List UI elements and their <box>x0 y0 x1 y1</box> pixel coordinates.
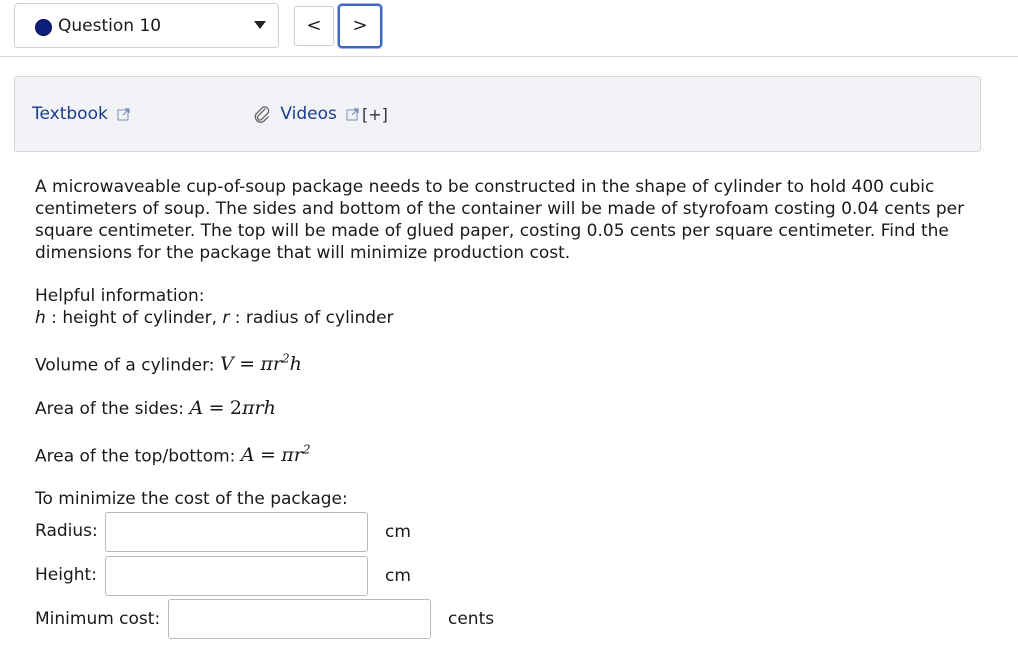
minimum-cost-label: Minimum cost: <box>35 609 161 629</box>
external-link-icon <box>346 107 360 121</box>
sides-area-formula <box>35 397 276 419</box>
sides-area-label: Area of the sides: <box>35 399 190 419</box>
previous-question-button[interactable] <box>294 6 334 46</box>
sides-area-math: A = 2πrh <box>189 397 276 419</box>
volume-formula-label: Volume of a cylinder: <box>35 355 220 376</box>
question-select[interactable] <box>14 3 279 48</box>
volume-formula-math: $V = \pi r^2h$ <box>219 352 302 376</box>
variable-definitions <box>35 308 394 328</box>
radius-unit: cm <box>385 522 411 542</box>
height-unit: cm <box>385 566 411 586</box>
next-question-button[interactable] <box>338 4 382 48</box>
question-status-dot <box>35 19 52 36</box>
height-input[interactable] <box>105 556 368 596</box>
radius-label: Radius: <box>35 521 98 541</box>
height-label: Height: <box>35 565 97 585</box>
h-description: : height of cylinder, <box>45 308 223 328</box>
textbook-link-label: Textbook <box>32 104 108 124</box>
r-variable: r <box>222 308 230 328</box>
topbottom-area-math: $A = \pi r^2$ <box>240 443 311 467</box>
minimize-instruction: To minimize the cost of the package: <box>35 489 348 509</box>
videos-link[interactable] <box>252 104 360 124</box>
question-nav-bar <box>0 0 1018 57</box>
chevron-left-icon: < <box>306 15 322 36</box>
dropdown-caret-icon <box>254 21 266 29</box>
external-link-icon <box>117 107 131 121</box>
minimum-cost-input[interactable] <box>168 599 431 639</box>
topbottom-area-formula <box>35 443 311 466</box>
h-variable: h <box>35 308 46 328</box>
topbottom-area-label: Area of the top/bottom: <box>35 446 241 467</box>
minimum-cost-unit: cents <box>448 609 495 629</box>
question-label: Question 10 <box>58 16 162 36</box>
videos-link-label: Videos <box>280 104 337 124</box>
volume-formula <box>35 352 302 375</box>
paperclip-icon <box>252 104 272 124</box>
radius-input[interactable] <box>105 512 368 552</box>
help-resources-panel <box>14 76 981 152</box>
chevron-right-icon: > <box>352 15 368 36</box>
r-description: : radius of cylinder <box>229 308 394 328</box>
problem-statement: A microwaveable cup-of-soup package needs to be constructed in the shape of cylinder to hold 400 cubic centimeters of soup. The sides and bottom of the container will be made of styrofoam costing 0.04 cents per square centimeter. The top will be made of glued paper, costing 0.05 cents per square centimeter. Find the dimensions for the package that will minimize production cost. <box>35 177 965 263</box>
expand-resources-button[interactable]: [+] <box>362 105 388 124</box>
helpful-info-heading: Helpful information: <box>35 286 205 306</box>
textbook-link[interactable] <box>32 104 131 124</box>
